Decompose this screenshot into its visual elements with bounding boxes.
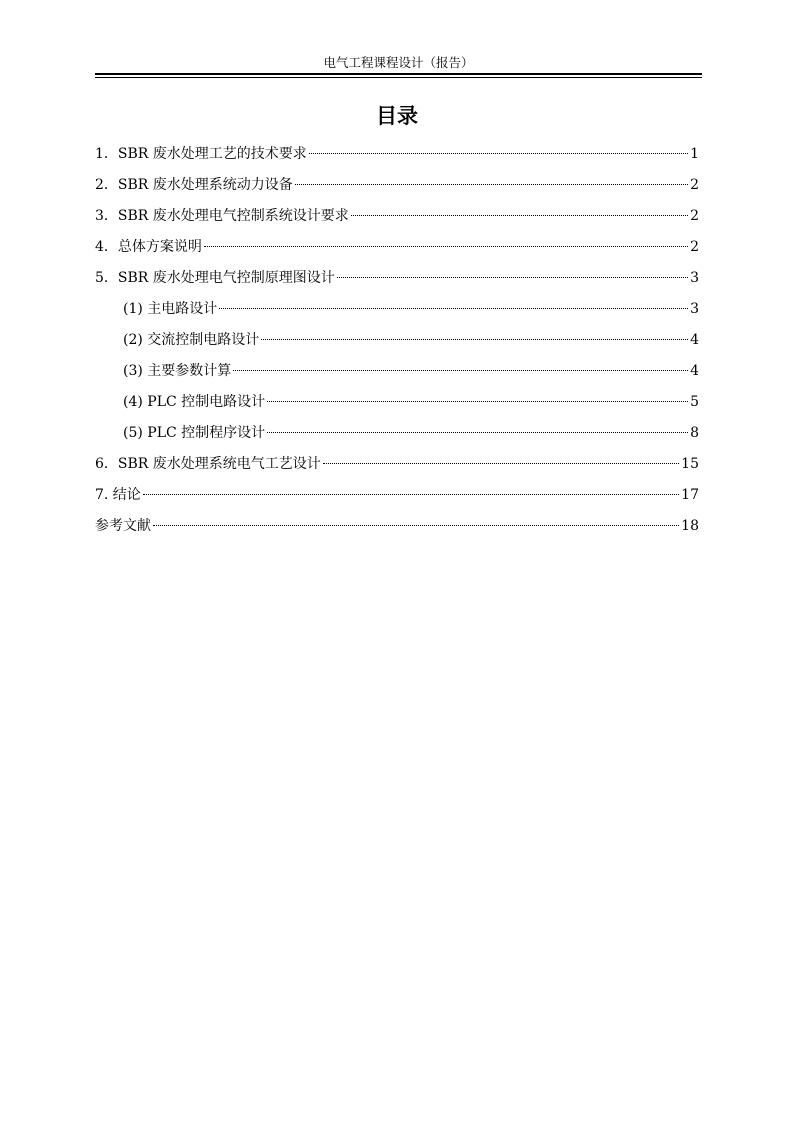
- toc-title: 目录: [376, 104, 418, 128]
- toc-dot-leader: [351, 214, 688, 216]
- toc-dot-leader: [153, 524, 679, 526]
- toc-entry-page-number: 17: [681, 487, 699, 503]
- toc-entry-label: 7. 结论: [95, 487, 141, 503]
- toc-entry[interactable]: [95, 298, 699, 329]
- toc-entry-page-number: 15: [681, 456, 699, 472]
- toc-entry[interactable]: [95, 422, 699, 453]
- toc-dot-leader: [295, 183, 688, 185]
- toc-dot-leader: [267, 400, 688, 402]
- header-title: 电气工程课程设计（报告）: [323, 55, 474, 70]
- toc-dot-leader: [143, 493, 679, 495]
- toc-entry[interactable]: [95, 515, 699, 546]
- toc-entry[interactable]: [95, 236, 699, 267]
- toc-entry-page-number: 8: [690, 425, 699, 441]
- toc-entry-page-number: 5: [690, 394, 699, 410]
- toc-entry-page-number: 3: [690, 270, 699, 286]
- toc-dot-leader: [267, 431, 688, 433]
- toc-entry[interactable]: [95, 143, 699, 174]
- toc-entry-label: (1) 主电路设计: [123, 301, 218, 317]
- toc-entry[interactable]: [95, 174, 699, 205]
- toc-entry-label: 参考文献: [95, 518, 151, 534]
- toc-entry-page-number: 4: [690, 332, 699, 348]
- toc-entry-label: 3．SBR 废水处理电气控制系统设计要求: [95, 208, 349, 224]
- table-of-contents: [95, 143, 699, 546]
- toc-entry-label: 4．总体方案说明: [95, 239, 202, 255]
- toc-entry-label: (2) 交流控制电路设计: [123, 332, 260, 348]
- toc-entry-label: 5．SBR 废水处理电气控制原理图设计: [95, 270, 335, 286]
- toc-entry-label: 6．SBR 废水处理系统电气工艺设计: [95, 456, 321, 472]
- toc-entry[interactable]: [95, 360, 699, 391]
- toc-entry-page-number: 3: [690, 301, 699, 317]
- toc-dot-leader: [323, 462, 679, 464]
- toc-dot-leader: [309, 152, 688, 154]
- toc-entry-page-number: 2: [690, 208, 699, 224]
- page-header: [95, 54, 702, 80]
- toc-entry[interactable]: [95, 453, 699, 484]
- toc-entry-page-number: 1: [690, 146, 699, 162]
- toc-entry-label: 1．SBR 废水处理工艺的技术要求: [95, 146, 307, 162]
- toc-entry-label: (3) 主要参数计算: [123, 363, 232, 379]
- toc-entry-page-number: 2: [690, 177, 699, 193]
- header-rule-thick: [95, 73, 702, 75]
- toc-dot-leader: [233, 369, 688, 371]
- toc-entry[interactable]: [95, 391, 699, 422]
- toc-dot-leader: [337, 276, 688, 278]
- toc-entry[interactable]: [95, 329, 699, 360]
- toc-entry[interactable]: [95, 267, 699, 298]
- toc-entry-page-number: 4: [690, 363, 699, 379]
- toc-entry-label: 2．SBR 废水处理系统动力设备: [95, 177, 293, 193]
- toc-dot-leader: [219, 307, 688, 309]
- toc-entry[interactable]: [95, 484, 699, 515]
- toc-entry-label: (5) PLC 控制程序设计: [123, 425, 266, 441]
- toc-entry-page-number: 18: [681, 518, 699, 534]
- toc-dot-leader: [261, 338, 688, 340]
- toc-entry[interactable]: [95, 205, 699, 236]
- header-rule-thin: [95, 77, 702, 78]
- toc-entry-label: (4) PLC 控制电路设计: [123, 394, 266, 410]
- toc-dot-leader: [204, 245, 688, 247]
- toc-entry-page-number: 2: [690, 239, 699, 255]
